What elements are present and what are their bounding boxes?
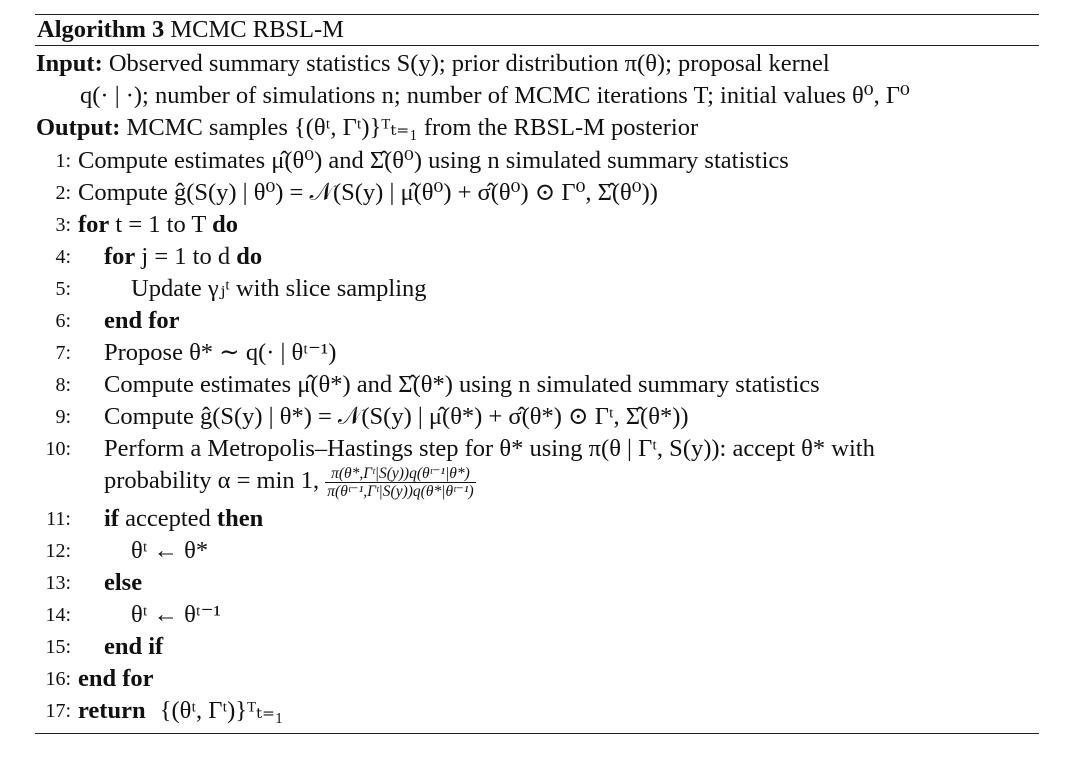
step-14	[35, 599, 1039, 631]
algorithm-label: Algorithm 3	[37, 16, 165, 43]
step-number: 7:	[55, 341, 71, 364]
algorithm-box	[35, 14, 1039, 734]
step-number: 8:	[55, 373, 71, 396]
acceptance-ratio	[325, 465, 475, 500]
output-block	[35, 112, 1039, 145]
keyword-if: if	[104, 504, 119, 532]
step-body	[78, 241, 262, 273]
step-text: Compute estimates μ̂(θ*) and Σ̂(θ*) using n simulated summary statistics	[104, 370, 820, 398]
keyword-end-for: end for	[104, 306, 180, 334]
step-10	[35, 433, 1039, 503]
input-label: Input:	[36, 50, 103, 77]
step-number: 9:	[55, 405, 71, 428]
step-15	[35, 631, 1039, 663]
step-4	[35, 241, 1039, 273]
step-number: 3:	[55, 213, 71, 236]
output-label: Output:	[36, 114, 121, 141]
step-13	[35, 567, 1039, 599]
step-2	[35, 177, 1039, 209]
step-number: 15:	[45, 635, 71, 658]
step-8	[35, 369, 1039, 401]
step-body	[78, 209, 238, 241]
step-11	[35, 503, 1039, 535]
step-9	[35, 401, 1039, 433]
algorithm-name: MCMC RBSL-M	[170, 16, 344, 43]
step-17	[35, 695, 1039, 727]
keyword-end-for: end for	[78, 664, 154, 692]
output-text: MCMC samples {(θᵗ, Γᵗ)}ᵀₜ₌₁ from the RBSL-M posterior	[126, 114, 699, 141]
step-number: 6:	[55, 309, 71, 332]
input-line-1	[36, 48, 1039, 80]
keyword-do: do	[212, 210, 238, 238]
input-line-2: q(· | ·); number of simulations n; number of MCMC iterations T; initial values θ⁰, Γ⁰	[80, 82, 910, 109]
keyword-do: do	[236, 242, 263, 270]
step-body	[78, 695, 283, 727]
step-number: 4:	[55, 245, 71, 268]
step-number: 17:	[45, 699, 71, 722]
step-3	[35, 209, 1039, 241]
keyword-for: for	[78, 210, 110, 238]
algorithm-caption	[35, 15, 1039, 45]
step-text: θᵗ ← θᵗ⁻¹	[131, 600, 221, 628]
step-text: Perform a Metropolis–Hastings step for θ* using π(θ | Γᵗ, S(y)): accept θ* with	[104, 435, 875, 462]
step-text: Update γⱼᵗ with slice sampling	[131, 274, 427, 302]
caption-rule	[35, 45, 1039, 46]
step-number: 2:	[55, 181, 71, 204]
step-1	[35, 145, 1039, 177]
step-text: Propose θ* ∼ q(· | θᵗ⁻¹)	[104, 338, 337, 366]
step-text: j = 1 to d	[141, 242, 231, 270]
step-text: Compute ĝ(S(y) | θ⁰) = 𝒩(S(y) | μ̂(θ⁰) + σ̂(θ⁰) ⊙ Γ⁰, Σ̂(θ⁰))	[78, 178, 658, 206]
step-12	[35, 535, 1039, 567]
step-text: accepted	[125, 504, 211, 532]
step-number: 11:	[46, 507, 71, 530]
step-text: Compute ĝ(S(y) | θ*) = 𝒩(S(y) | μ̂(θ*) + σ̂(θ*) ⊙ Γᵗ, Σ̂(θ*))	[104, 402, 689, 430]
keyword-return: return	[78, 696, 146, 724]
step-16	[35, 663, 1039, 695]
step-7	[35, 337, 1039, 369]
step-body	[78, 503, 263, 535]
ratio-numerator: π(θ*,Γᵗ|S(y))q(θᵗ⁻¹|θ*)	[325, 465, 475, 483]
step-text-2: probability α = min 1,	[104, 467, 320, 495]
input-text-1: Observed summary statistics S(y); prior distribution π(θ); proposal kernel	[108, 50, 830, 77]
step-5	[35, 273, 1039, 305]
ratio-denominator: π(θᵗ⁻¹,Γᵗ|S(y))q(θ*|θᵗ⁻¹)	[327, 483, 474, 500]
step-body	[78, 433, 875, 500]
step-number: 5:	[55, 277, 71, 300]
input-block	[35, 48, 1039, 112]
step-number: 16:	[45, 667, 71, 690]
step-text: {(θᵗ, Γᵗ)}ᵀₜ₌₁	[159, 696, 284, 724]
step-6	[35, 305, 1039, 337]
keyword-for: for	[104, 242, 136, 270]
step-number: 10:	[45, 438, 71, 460]
keyword-end-if: end if	[104, 632, 164, 660]
step-number: 12:	[45, 539, 71, 562]
keyword-then: then	[216, 504, 264, 532]
step-number: 13:	[45, 571, 71, 594]
bottom-rule	[35, 733, 1039, 734]
step-number: 1:	[55, 149, 71, 172]
step-text: t = 1 to T	[115, 210, 206, 238]
step-text: θᵗ ← θ*	[131, 536, 209, 564]
step-text: Compute estimates μ̂(θ⁰) and Σ̂(θ⁰) using n simulated summary statistics	[78, 146, 789, 174]
keyword-else: else	[104, 568, 143, 596]
step-number: 14:	[45, 603, 71, 626]
